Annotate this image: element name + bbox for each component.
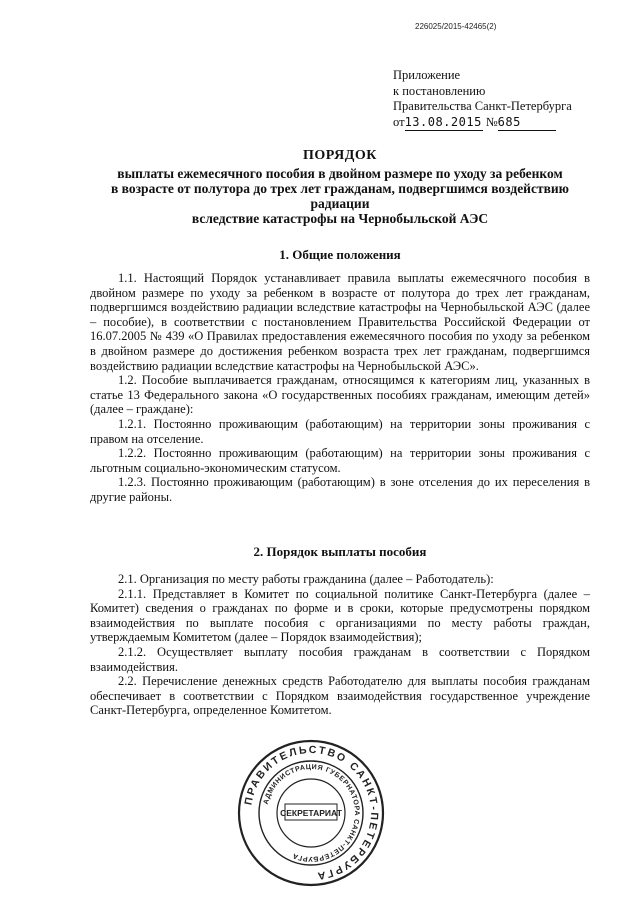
paragraph-2-2: 2.2. Перечисление денежных средств Работодателю для выплаты пособия гражданам обеспечивает в соответствии с Порядком взаимодействия государственное учреждение Санкт-Петербурга, определенное Комитетом. — [90, 674, 590, 718]
paragraph-1-2-1: 1.2.1. Постоянно проживающим (работающим) на территории зоны проживания с правом на отселение. — [90, 416, 590, 446]
stamp-outer-text: ПРАВИТЕЛЬСТВО САНКТ-ПЕТЕРБУРГА — [242, 743, 381, 882]
paragraph-1-2: 1.2. Пособие выплачивается гражданам, относящимся к категориям лиц, указанных в статье 13 Федерального закона «О государственных пособиях гражданам, имеющим детей» (далее – граждане): — [90, 373, 590, 417]
section-2-body — [90, 572, 590, 718]
appendix-block — [393, 68, 572, 131]
stamp-inner-text: АДМИНИСТРАЦИЯ ГУБЕРНАТОРА САНКТ-ПЕТЕРБУРГА — [262, 763, 361, 863]
stamp-center-text: СЕКРЕТАРИАТ — [280, 808, 342, 818]
date-prefix: от — [393, 114, 405, 129]
appendix-date-line — [393, 115, 572, 132]
title-line-2: в возрасте от полутора до трех лет гражданам, подвергшимся воздействию радиации — [111, 181, 569, 211]
resolution-date: 13.08.2015 — [405, 115, 483, 132]
appendix-line-2: к постановлению — [393, 83, 486, 98]
title-head: ПОРЯДОК — [303, 148, 377, 163]
title-line-3: вследствие катастрофы на Чернобыльской АЭС — [191, 211, 489, 226]
section-1-body — [90, 271, 590, 505]
paragraph-2-1: 2.1. Организация по месту работы гражданина (далее – Работодатель): — [118, 572, 494, 586]
paragraph-1-1: 1.1. Настоящий Порядок устанавливает правила выплаты ежемесячного пособия в двойном размере по уходу за ребенком в возрасте от полутора до трех лет гражданам, подвергшимся воздействию радиации вследствие катастрофы на Чернобыльской АЭС (далее – пособие), в соответствии с постановлением Правительства Российской Федерации от 16.07.2005 № 439 «О Правилах предоставления ежемесячного пособия по уходу за ребенком в двойном размере до достижения ребенком возраста трех лет гражданам, подвергшимся воздействию радиации вследствие катастрофы на Чернобыльской АЭС». — [90, 271, 590, 373]
section-2-heading: 2. Порядок выплаты пособия — [253, 544, 427, 559]
appendix-line-1: Приложение — [393, 68, 461, 82]
section-1-heading: 1. Общие положения — [279, 247, 401, 262]
resolution-number: 685 — [498, 115, 556, 132]
appendix-line-3: Правительства Санкт-Петербурга — [393, 99, 572, 113]
official-stamp — [236, 738, 386, 888]
paragraph-1-2-3: 1.2.3. Постоянно проживающим (работающим) в зоне отселения до их переселения в другие районы. — [90, 475, 590, 504]
document-title — [90, 148, 590, 226]
number-prefix: № — [485, 114, 498, 129]
paragraph-1-2-2: 1.2.2. Постоянно проживающим (работающим) на территории зоны проживания с льготным социально-экономическим статусом. — [90, 446, 590, 475]
paragraph-2-1-1: 2.1.1. Представляет в Комитет по социальной политике Санкт-Петербурга (далее – Комитет) сведения о гражданах по форме и в сроки, которые предусмотрены порядком взаимодействия по выплате пособия с организациями по месту работы граждан, утверждаемым Комитетом (далее – Порядок взаимодействия); — [90, 586, 590, 645]
title-line-1: выплаты ежемесячного пособия в двойном размере по уходу за ребенком — [117, 166, 563, 181]
paragraph-2-1-2: 2.1.2. Осуществляет выплату пособия гражданам в соответствии с Порядком взаимодействия. — [90, 644, 590, 674]
document-id: 226025/2015-42465(2) — [415, 22, 497, 31]
